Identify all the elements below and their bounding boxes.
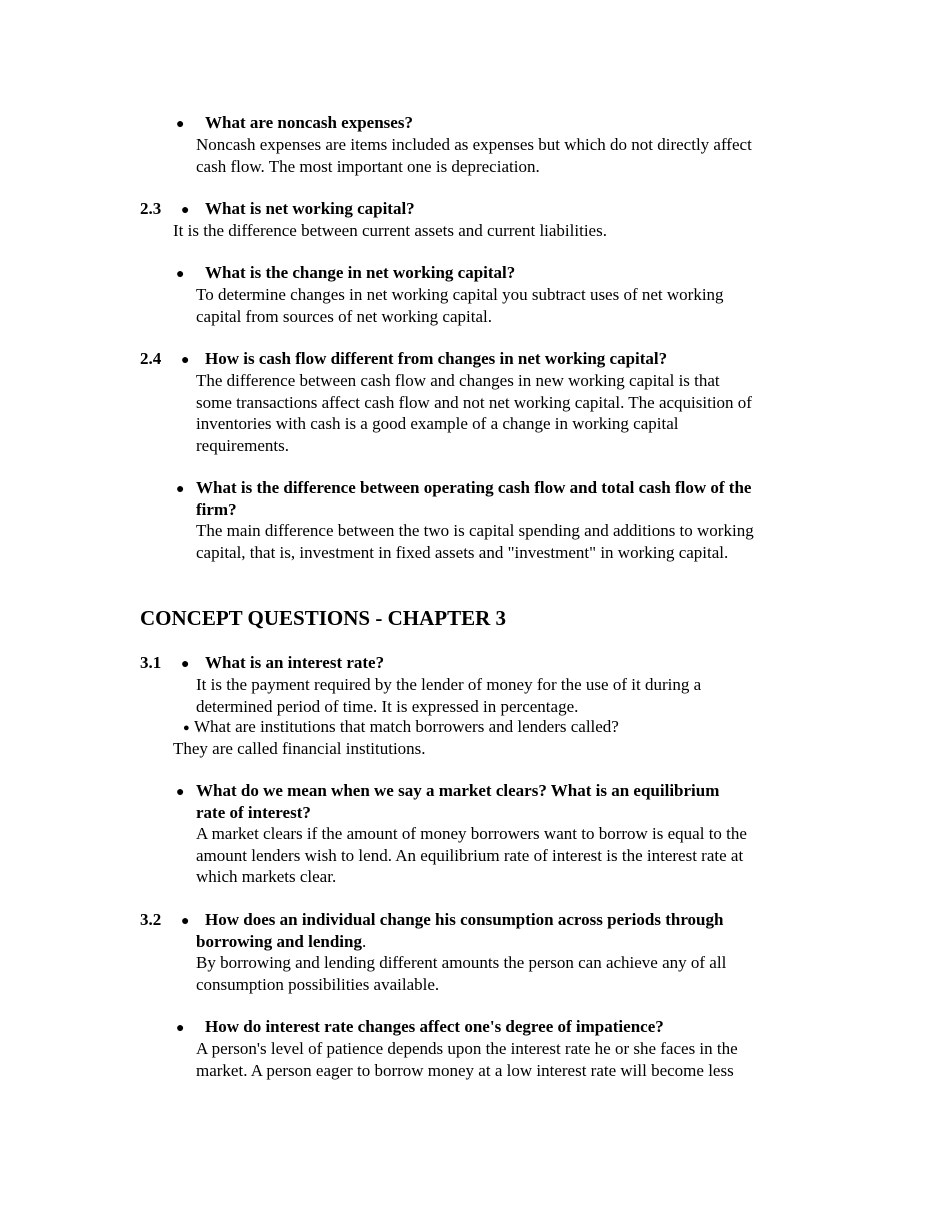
answer-line: They are called financial institutions.	[173, 739, 426, 758]
answer-line: determined period of time. It is expressed in percentage.	[196, 696, 579, 716]
question-9	[205, 1016, 664, 1038]
question-text: What is the change in net working capital?	[205, 263, 516, 282]
answer-line: some transactions affect cash flow and not net working capital. The acquisition of	[196, 392, 752, 412]
question-text: What are institutions that match borrowers and lenders called?	[194, 717, 619, 736]
question-2	[205, 262, 515, 284]
question-tail: .	[361, 932, 367, 951]
question-text: What is the difference between operating cash flow and total cash flow of the	[196, 478, 752, 497]
answer-7	[196, 823, 747, 888]
answer-line: capital from sources of net working capital.	[196, 306, 492, 326]
question-text: rate of interest?	[196, 802, 311, 822]
answer-6	[173, 738, 426, 760]
question-6	[194, 716, 619, 738]
section-number: 2.4	[140, 349, 162, 368]
answer-4	[196, 520, 754, 563]
answer-5	[196, 674, 701, 717]
answer-line: The difference between cash flow and changes in new working capital is that	[196, 371, 720, 390]
answer-0	[196, 134, 752, 177]
section-number: 3.1	[140, 653, 162, 672]
bullet-icon: ●	[181, 914, 190, 929]
question-4	[196, 477, 751, 520]
answer-line: A market clears if the amount of money borrowers want to borrow is equal to the	[196, 824, 747, 843]
bullet-icon: ●	[176, 267, 185, 282]
answer-line: It is the payment required by the lender of money for the use of it during a	[196, 675, 702, 694]
answer-line: inventories with cash is a good example of a change in working capital	[196, 414, 679, 433]
answer-line: capital, that is, investment in fixed assets and "investment" in working capital.	[196, 542, 729, 562]
answer-line: consumption possibilities available.	[196, 974, 440, 994]
answer-2	[196, 284, 724, 327]
answer-line: Noncash expenses are items included as expenses but which do not directly affect	[196, 135, 752, 154]
question-8-cont	[196, 931, 366, 953]
answer-line: A person's level of patience depends upon the interest rate he or she faces in the	[196, 1039, 738, 1058]
answer-line: amount lenders wish to lend. An equilibrium rate of interest is the interest rate at	[196, 845, 744, 865]
question-text: How does an individual change his consumption across periods through	[205, 910, 724, 929]
question-8	[205, 909, 723, 931]
chapter-heading: CONCEPT QUESTIONS - CHAPTER 3	[140, 606, 507, 630]
answer-1	[173, 220, 607, 242]
bullet-icon: ●	[183, 722, 190, 734]
answer-9	[196, 1038, 738, 1081]
section-number: 2.3	[140, 199, 162, 218]
answer-line: requirements.	[196, 435, 289, 455]
answer-line: cash flow. The most important one is depreciation.	[196, 156, 540, 176]
question-text: borrowing and lending	[196, 932, 362, 951]
question-text: What is net working capital?	[205, 199, 415, 218]
answer-line: market. A person eager to borrow money at a low interest rate will become less	[196, 1060, 734, 1080]
question-text: firm?	[196, 499, 237, 519]
question-7	[196, 780, 719, 823]
bullet-icon: ●	[176, 117, 185, 132]
question-text: How do interest rate changes affect one's degree of impatience?	[205, 1017, 664, 1036]
question-1	[205, 198, 415, 220]
answer-8	[196, 952, 726, 995]
answer-3	[196, 370, 752, 456]
section-number: 3.2	[140, 910, 162, 929]
answer-line: which markets clear.	[196, 867, 337, 886]
question-3	[205, 348, 667, 370]
bullet-icon: ●	[176, 1021, 185, 1036]
answer-line: To determine changes in net working capital you subtract uses of net working	[196, 285, 724, 304]
question-text: What do we mean when we say a market clears? What is an equilibrium	[196, 781, 720, 800]
answer-line: It is the difference between current assets and current liabilities.	[173, 221, 607, 240]
question-text: How is cash flow different from changes in net working capital?	[205, 349, 668, 368]
answer-line: By borrowing and lending different amounts the person can achieve any of all	[196, 953, 727, 972]
bullet-icon: ●	[176, 482, 185, 497]
question-0	[205, 112, 413, 134]
bullet-icon: ●	[181, 657, 190, 672]
question-5	[205, 652, 384, 674]
bullet-icon: ●	[181, 203, 190, 218]
question-text: What is an interest rate?	[205, 653, 385, 672]
question-text: What are noncash expenses?	[205, 113, 413, 132]
bullet-icon: ●	[176, 785, 185, 800]
bullet-icon: ●	[181, 353, 190, 368]
answer-line: The main difference between the two is capital spending and additions to working	[196, 521, 754, 540]
